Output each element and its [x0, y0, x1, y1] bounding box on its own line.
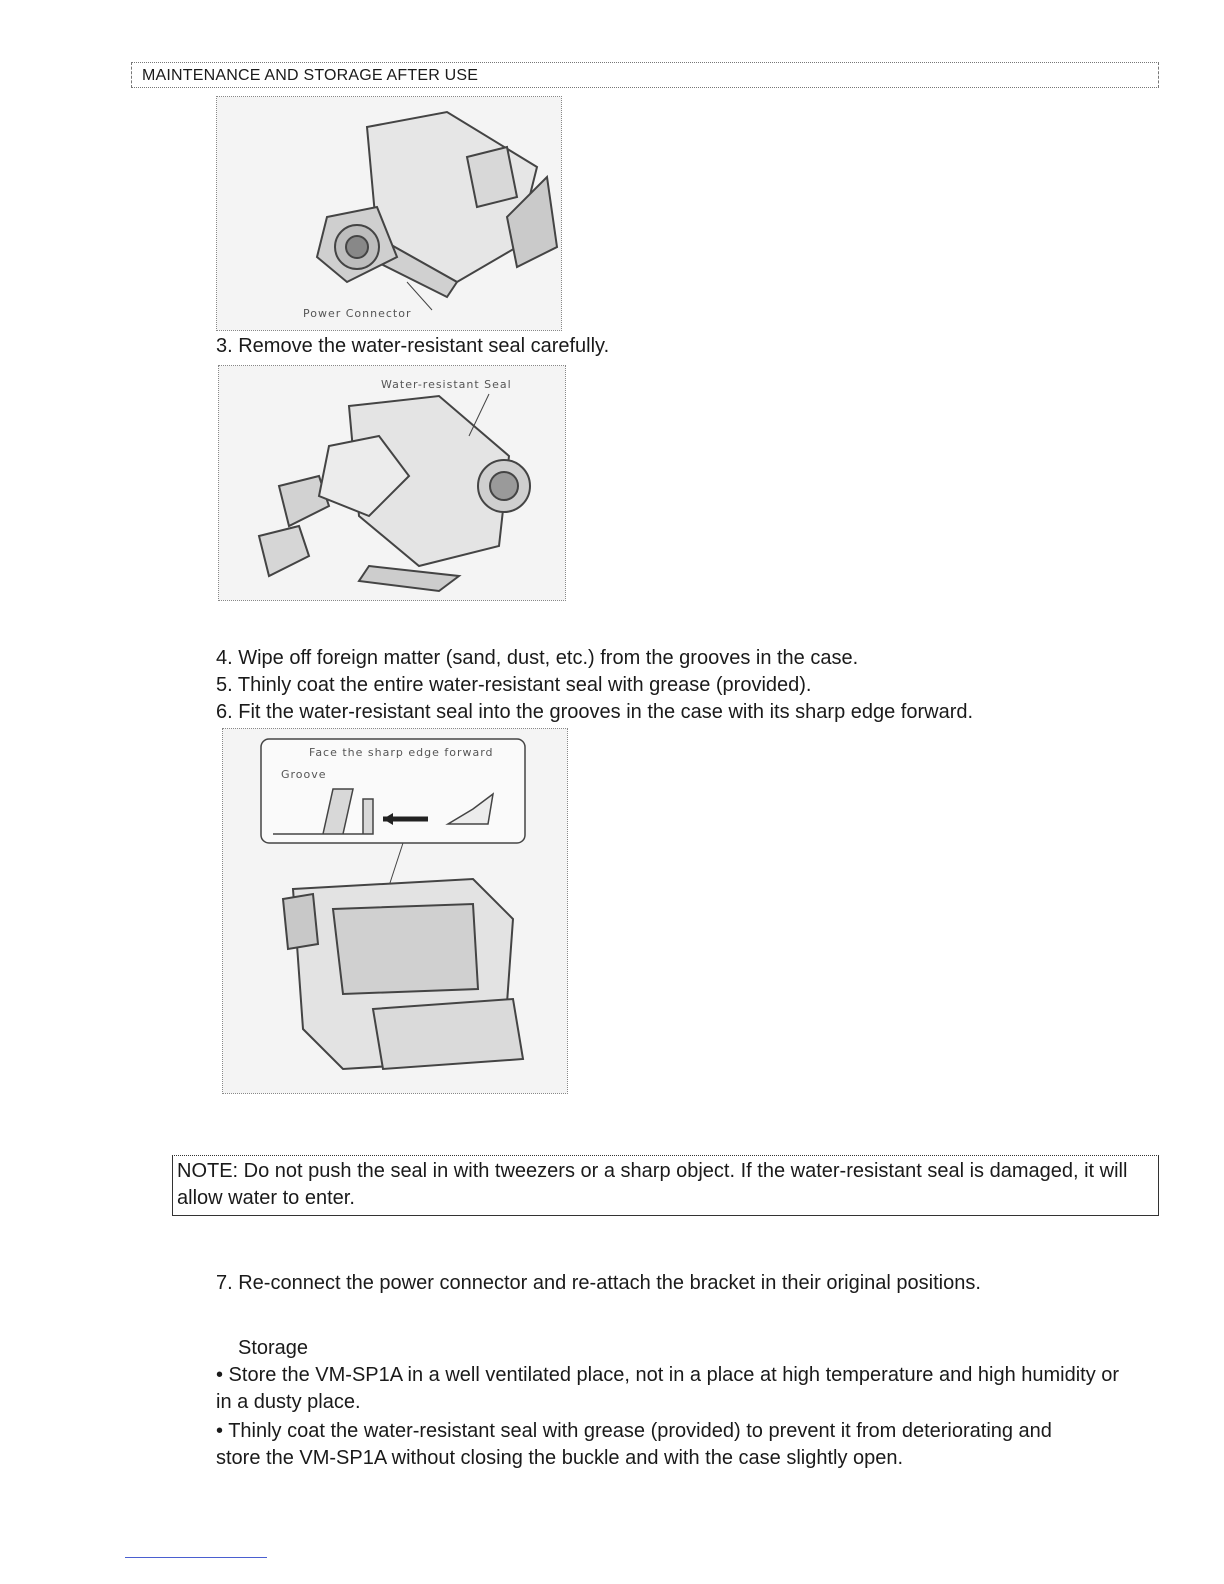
note-box: NOTE: Do not push the seal in with tweezers or a sharp object. If the water-resistant seal is damaged, it will allow water to enter. [172, 1155, 1159, 1216]
seal-fitting-figure [222, 728, 568, 1094]
seal-removal-illustration [219, 366, 565, 600]
seal-removal-figure [218, 365, 566, 601]
step-3: 3. Remove the water-resistant seal carefully. [216, 335, 610, 357]
footnote-separator [125, 1557, 267, 1558]
step-5: 5. Thinly coat the entire water-resistant seal with grease (provided). [216, 674, 812, 696]
camera-case-illustration [217, 97, 561, 330]
water-resistant-seal-label: Water-resistant Seal [381, 378, 512, 391]
power-connector-label: Power Connector [303, 307, 412, 320]
storage-title: Storage [238, 1337, 309, 1359]
step-7: 7. Re-connect the power connector and re-attach the bracket in their original positions. [216, 1272, 981, 1294]
storage-bullet-2: • Thinly coat the water-resistant seal with grease (provided) to prevent it from deteriorating and store the VM-SP1A without closing the buckle and with the case slightly open. [216, 1420, 1052, 1469]
step-6: 6. Fit the water-resistant seal into the grooves in the case with its sharp edge forward. [216, 701, 974, 723]
seal-fitting-illustration [223, 729, 567, 1093]
sharp-edge-label: Face the sharp edge forward [309, 746, 494, 759]
storage-bullet-1: • Store the VM-SP1A in a well ventilated place, not in a place at high temperature and high humidity or in a dusty place. [216, 1364, 1120, 1413]
groove-label: Groove [281, 768, 327, 781]
step-4: 4. Wipe off foreign matter (sand, dust, etc.) from the grooves in the case. [216, 647, 859, 669]
power-connector-figure [216, 96, 562, 331]
section-header: MAINTENANCE AND STORAGE AFTER USE [131, 62, 1159, 88]
